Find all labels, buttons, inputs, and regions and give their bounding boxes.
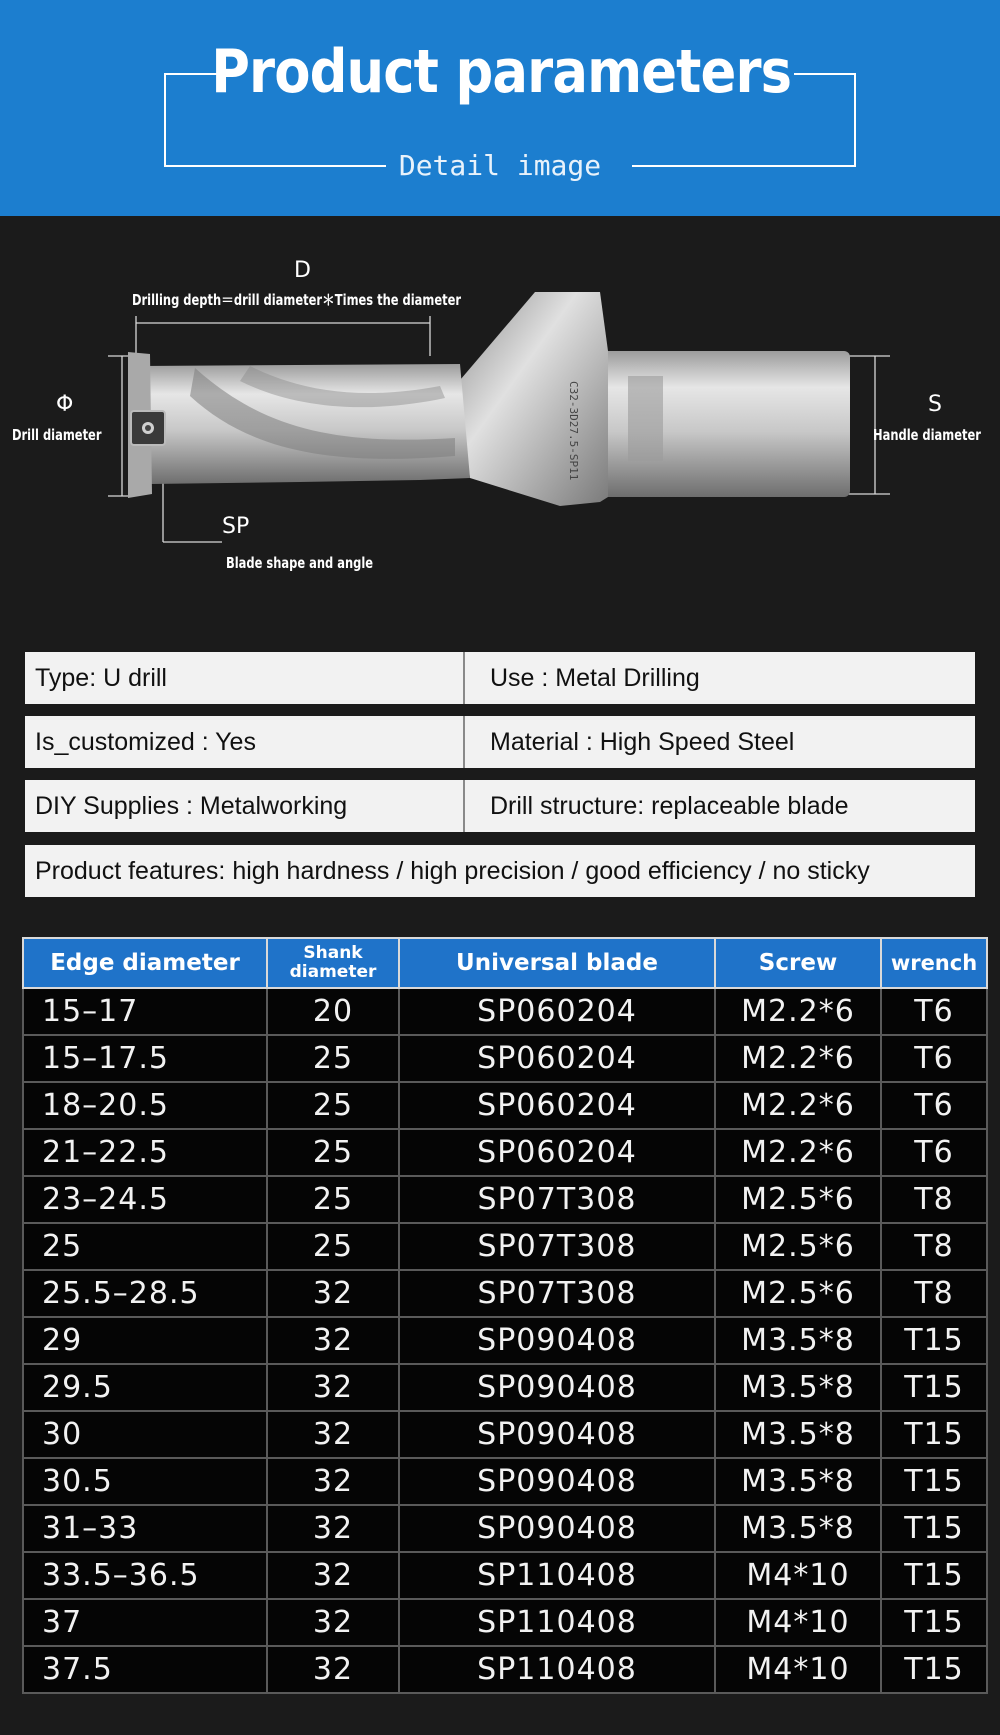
cell-screw: M2.2*6	[715, 1035, 881, 1082]
cell-wrench: T6	[881, 1129, 987, 1176]
svg-text:C32-3D27.5-SP11: C32-3D27.5-SP11	[567, 381, 580, 481]
cell-wrench: T15	[881, 1552, 987, 1599]
header-shank-line1: Shank	[303, 943, 363, 963]
drill-body	[140, 364, 470, 484]
table-row	[23, 1129, 987, 1176]
cell-edge: 25.5–28.5	[23, 1270, 267, 1317]
header-edge-diameter: Edge diameter	[23, 938, 267, 988]
page-title: Product parameters	[211, 37, 792, 107]
cell-wrench: T15	[881, 1646, 987, 1693]
spec-divider	[463, 716, 465, 768]
cell-shank: 32	[267, 1270, 399, 1317]
cell-edge: 15–17	[23, 988, 267, 1035]
cell-edge: 25	[23, 1223, 267, 1270]
cell-wrench: T8	[881, 1223, 987, 1270]
cell-shank: 32	[267, 1411, 399, 1458]
cell-wrench: T6	[881, 988, 987, 1035]
cell-wrench: T15	[881, 1317, 987, 1364]
page-subtitle: Detail image	[398, 149, 602, 182]
spec-row-1	[25, 652, 975, 704]
cell-shank: 20	[267, 988, 399, 1035]
cell-edge: 15–17.5	[23, 1035, 267, 1082]
table-row	[23, 1458, 987, 1505]
cell-wrench: T15	[881, 1505, 987, 1552]
cell-shank: 32	[267, 1505, 399, 1552]
blade-symbol: SP	[222, 514, 250, 539]
table-row	[23, 988, 987, 1035]
drill-flange	[455, 292, 608, 506]
table-row	[23, 1317, 987, 1364]
spec-customized: Is_customized : Yes	[35, 727, 256, 756]
cell-wrench: T6	[881, 1082, 987, 1129]
depth-symbol: D	[294, 258, 311, 283]
cell-screw: M2.5*6	[715, 1176, 881, 1223]
cell-screw: M2.2*6	[715, 988, 881, 1035]
cell-screw: M2.5*6	[715, 1223, 881, 1270]
spec-row-4	[25, 845, 975, 897]
cell-edge: 37	[23, 1599, 267, 1646]
spec-row-2	[25, 716, 975, 768]
header-screw: Screw	[715, 938, 881, 988]
table-row	[23, 1599, 987, 1646]
cell-screw: M3.5*8	[715, 1317, 881, 1364]
cell-blade: SP060204	[399, 1082, 715, 1129]
cell-edge: 29	[23, 1317, 267, 1364]
cell-screw: M4*10	[715, 1599, 881, 1646]
cell-blade: SP060204	[399, 1129, 715, 1176]
cell-shank: 32	[267, 1646, 399, 1693]
cell-wrench: T15	[881, 1458, 987, 1505]
spec-type: Type: U drill	[35, 663, 167, 692]
cell-screw: M3.5*8	[715, 1458, 881, 1505]
spec-diy: DIY Supplies : Metalworking	[35, 791, 348, 820]
spec-structure: Drill structure: replaceable blade	[490, 791, 849, 820]
spec-divider	[463, 780, 465, 832]
header-wrench: wrench	[881, 938, 987, 988]
cell-wrench: T6	[881, 1035, 987, 1082]
cell-shank: 32	[267, 1552, 399, 1599]
cell-shank: 32	[267, 1599, 399, 1646]
cell-shank: 25	[267, 1129, 399, 1176]
table-row	[23, 1035, 987, 1082]
cell-edge: 31–33	[23, 1505, 267, 1552]
blade-caption: Blade shape and angle	[226, 554, 374, 572]
spec-row-3	[25, 780, 975, 832]
header-shank-diameter	[267, 938, 399, 988]
cell-wrench: T8	[881, 1270, 987, 1317]
cell-screw: M3.5*8	[715, 1505, 881, 1552]
cell-edge: 37.5	[23, 1646, 267, 1693]
cell-screw: M2.2*6	[715, 1129, 881, 1176]
cell-shank: 25	[267, 1223, 399, 1270]
cell-blade: SP090408	[399, 1411, 715, 1458]
header-shank-line2: diameter	[289, 962, 377, 982]
cell-screw: M3.5*8	[715, 1411, 881, 1458]
spec-features: Product features: high hardness / high precision / good efficiency / no sticky	[35, 856, 870, 885]
cell-blade: SP110408	[399, 1552, 715, 1599]
cell-blade: SP110408	[399, 1646, 715, 1693]
cell-screw: M2.5*6	[715, 1270, 881, 1317]
cell-blade: SP07T308	[399, 1223, 715, 1270]
diameter-caption: Drill diameter	[12, 426, 102, 444]
cell-shank: 25	[267, 1082, 399, 1129]
table-row	[23, 1223, 987, 1270]
cell-shank: 25	[267, 1035, 399, 1082]
cell-blade: SP110408	[399, 1599, 715, 1646]
header-banner	[0, 0, 1000, 216]
table-row	[23, 1505, 987, 1552]
cell-screw: M4*10	[715, 1552, 881, 1599]
cell-wrench: T15	[881, 1599, 987, 1646]
header-universal-blade: Universal blade	[399, 938, 715, 988]
table-row	[23, 1364, 987, 1411]
cell-edge: 30	[23, 1411, 267, 1458]
cell-wrench: T15	[881, 1411, 987, 1458]
cell-screw: M2.2*6	[715, 1082, 881, 1129]
cell-blade: SP090408	[399, 1505, 715, 1552]
cell-edge: 30.5	[23, 1458, 267, 1505]
spec-material: Material : High Speed Steel	[490, 727, 795, 756]
cell-shank: 32	[267, 1458, 399, 1505]
handle-caption: Handle diameter	[873, 426, 981, 444]
drill-diagram	[0, 216, 1000, 626]
cell-edge: 21–22.5	[23, 1129, 267, 1176]
cell-blade: SP07T308	[399, 1270, 715, 1317]
cell-blade: SP07T308	[399, 1176, 715, 1223]
cell-screw: M3.5*8	[715, 1364, 881, 1411]
depth-caption: Drilling depth＝drill diameter＊Times the diameter	[132, 291, 462, 309]
table-row	[23, 1082, 987, 1129]
cell-shank: 32	[267, 1364, 399, 1411]
cell-blade: SP060204	[399, 1035, 715, 1082]
table-header-row	[23, 938, 987, 988]
drill-illustration	[0, 216, 1000, 626]
cell-wrench: T15	[881, 1364, 987, 1411]
table-row	[23, 1270, 987, 1317]
cell-shank: 32	[267, 1317, 399, 1364]
cell-blade: SP090408	[399, 1317, 715, 1364]
table-row	[23, 1411, 987, 1458]
cell-blade: SP090408	[399, 1458, 715, 1505]
diameter-symbol: Φ	[56, 392, 74, 417]
table-row	[23, 1176, 987, 1223]
parameter-table	[22, 937, 988, 1694]
table-row	[23, 1552, 987, 1599]
cell-edge: 29.5	[23, 1364, 267, 1411]
cell-edge: 18–20.5	[23, 1082, 267, 1129]
cell-blade: SP060204	[399, 988, 715, 1035]
cell-wrench: T8	[881, 1176, 987, 1223]
cell-edge: 23–24.5	[23, 1176, 267, 1223]
cell-shank: 25	[267, 1176, 399, 1223]
table-row	[23, 1646, 987, 1693]
cell-blade: SP090408	[399, 1364, 715, 1411]
cell-edge: 33.5–36.5	[23, 1552, 267, 1599]
handle-symbol: S	[928, 392, 942, 417]
spec-divider	[463, 652, 465, 704]
cell-screw: M4*10	[715, 1646, 881, 1693]
spec-use: Use : Metal Drilling	[490, 663, 700, 692]
